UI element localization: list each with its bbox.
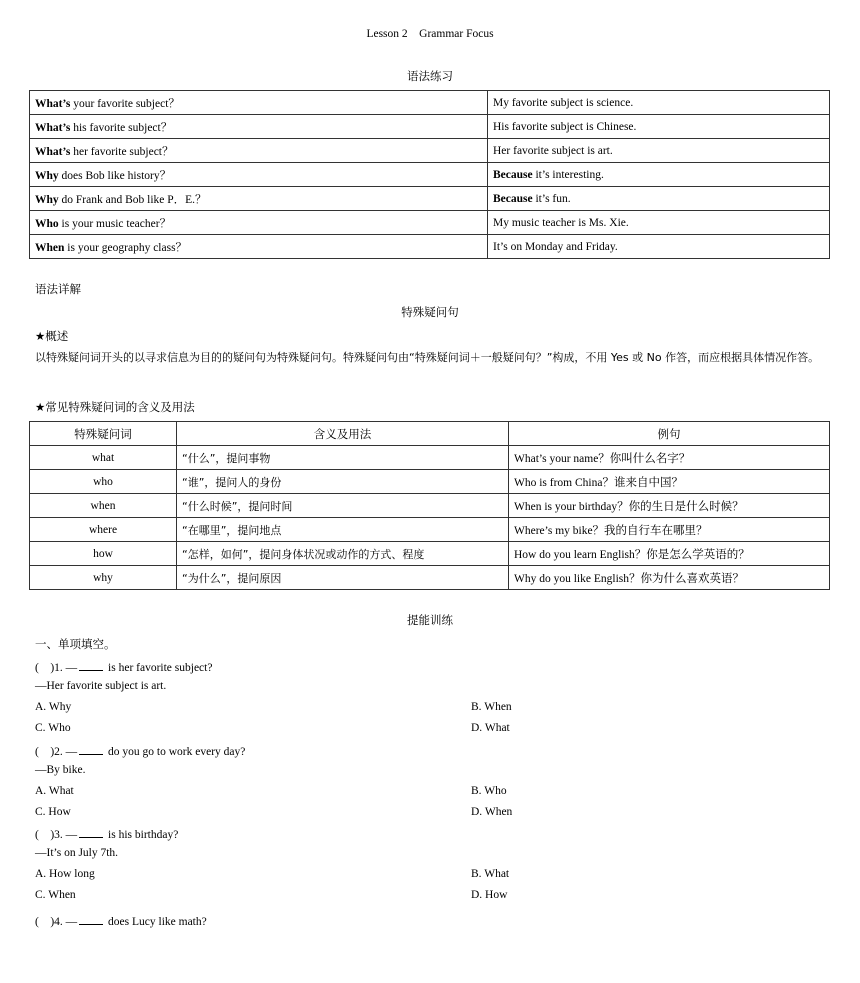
question-text: your favorite subject？ — [70, 97, 180, 110]
question-word-cell: when — [30, 494, 177, 518]
grammar-heading: 语法详解 — [35, 282, 81, 296]
table-row — [30, 446, 830, 470]
question-word-cell: who — [30, 470, 177, 494]
lesson-title: Lesson 2 Grammar Focus — [366, 28, 494, 40]
overview-text: 以特殊疑问词开头的以寻求信息为目的的疑问句为特殊疑问句。特殊疑问句由“特殊疑问词＋一般疑问句？”构成，不用 Yes 或 No 作答，而应根据具体情况作答。 — [35, 351, 820, 364]
option-b: B. What — [471, 868, 510, 880]
answer-cell — [488, 115, 830, 139]
example-cell: Why do you like English？你为什么喜欢英语？ — [509, 566, 830, 590]
answer-cell — [488, 187, 830, 211]
question-text: is her favorite subject? — [105, 662, 213, 674]
meaning-cell: “什么时候”，提问时间 — [177, 494, 509, 518]
question-words-table — [29, 421, 830, 590]
question-word-cell: how — [30, 542, 177, 566]
table-row — [30, 91, 830, 115]
table-row — [30, 235, 830, 259]
example-cell: Who is from China？谁来自中国？ — [509, 470, 830, 494]
question-stem — [35, 659, 212, 675]
table-row — [30, 187, 830, 211]
question-answer: —By bike. — [35, 764, 86, 776]
question-word: Why — [35, 169, 59, 182]
option-d: D. How — [471, 889, 508, 901]
table-row — [30, 470, 830, 494]
option-a: A. How long — [35, 868, 95, 880]
answer-cell — [488, 163, 830, 187]
question-stem — [35, 913, 207, 929]
question-number: ( )2. — — [35, 746, 78, 758]
meaning-cell: “谁”，提问人的身份 — [177, 470, 509, 494]
question-word: When — [35, 241, 65, 254]
answer-blank — [79, 915, 103, 925]
table-row — [30, 518, 830, 542]
table-row — [30, 115, 830, 139]
question-word-cell: where — [30, 518, 177, 542]
option-d: D. What — [471, 722, 510, 734]
option-c: C. How — [35, 806, 71, 818]
option-a: A. What — [35, 785, 74, 797]
answer-cell — [488, 91, 830, 115]
question-cell — [30, 187, 488, 211]
table-label: ★常见特殊疑问词的含义及用法 — [35, 400, 195, 414]
answer-text: His favorite subject is Chinese. — [493, 120, 637, 133]
answer-cell — [488, 139, 830, 163]
table-row — [30, 163, 830, 187]
table-row — [30, 211, 830, 235]
question-text: his favorite subject？ — [70, 121, 173, 134]
question-cell — [30, 91, 488, 115]
example-cell: When is your birthday？你的生日是什么时候？ — [509, 494, 830, 518]
example-cell: What’s your name？你叫什么名字？ — [509, 446, 830, 470]
question-number: ( )3. — — [35, 829, 78, 841]
answer-keyword: Because — [493, 168, 533, 181]
option-b: B. Who — [471, 785, 507, 797]
question-text: is his birthday? — [105, 829, 179, 841]
answer-cell — [488, 235, 830, 259]
question-word: What’s — [35, 145, 71, 158]
answer-text: Her favorite subject is art. — [493, 144, 613, 157]
exercise-section: 一、单项填空。 — [35, 637, 116, 651]
table-row — [30, 494, 830, 518]
column-header: 例句 — [509, 422, 830, 446]
table-header-row — [30, 422, 830, 446]
meaning-cell: “为什么”，提问原因 — [177, 566, 509, 590]
meaning-cell: “什么”，提问事物 — [177, 446, 509, 470]
answer-blank — [79, 745, 103, 755]
question-word: Why — [35, 193, 59, 206]
question-word-cell: why — [30, 566, 177, 590]
question-text: her favorite subject？ — [70, 145, 174, 158]
table-row — [30, 139, 830, 163]
question-word: What’s — [35, 121, 71, 134]
question-text: is your music teacher？ — [58, 217, 172, 230]
answer-cell — [488, 211, 830, 235]
column-header: 特殊疑问词 — [30, 422, 177, 446]
question-text: does Lucy like math? — [105, 916, 207, 928]
table-row — [30, 542, 830, 566]
answer-text: it’s interesting. — [532, 168, 604, 181]
option-c: C. Who — [35, 722, 71, 734]
meaning-cell: “怎样，如何”，提问身体状况或动作的方式、程度 — [177, 542, 509, 566]
meaning-cell: “在哪里”，提问地点 — [177, 518, 509, 542]
question-cell — [30, 211, 488, 235]
question-word: Who — [35, 217, 59, 230]
option-a: A. Why — [35, 701, 72, 713]
answer-text: It’s on Monday and Friday. — [493, 240, 618, 253]
question-text: does Bob like history？ — [58, 169, 172, 182]
example-cell: Where’s my bike？我的自行车在哪里？ — [509, 518, 830, 542]
question-text: do you go to work every day? — [105, 746, 246, 758]
exercise-heading: 提能训练 — [407, 613, 453, 627]
table-row — [30, 566, 830, 590]
question-number: ( )4. — — [35, 916, 78, 928]
question-answer: —Her favorite subject is art. — [35, 680, 167, 692]
answer-text: it’s fun. — [532, 192, 571, 205]
answer-blank — [79, 661, 103, 671]
question-answer: —It’s on July 7th. — [35, 847, 119, 859]
answer-text: My favorite subject is science. — [493, 96, 634, 109]
overview-label: ★概述 — [35, 329, 69, 343]
example-cell: How do you learn English？你是怎么学英语的？ — [509, 542, 830, 566]
question-cell — [30, 115, 488, 139]
answer-keyword: Because — [493, 192, 533, 205]
question-cell — [30, 139, 488, 163]
answer-blank — [79, 828, 103, 838]
practice-heading: 语法练习 — [407, 69, 453, 83]
grammar-subheading: 特殊疑问句 — [401, 305, 459, 319]
option-b: B. When — [471, 701, 512, 713]
question-stem — [35, 826, 178, 842]
question-stem — [35, 743, 245, 759]
option-c: C. When — [35, 889, 76, 901]
question-word-cell: what — [30, 446, 177, 470]
practice-table — [29, 90, 830, 259]
question-word: What’s — [35, 97, 71, 110]
question-number: ( )1. — — [35, 662, 78, 674]
answer-text: My music teacher is Ms. Xie. — [493, 216, 629, 229]
option-d: D. When — [471, 806, 513, 818]
question-cell — [30, 163, 488, 187]
question-cell — [30, 235, 488, 259]
question-text: do Frank and Bob like P．E.？ — [58, 193, 207, 206]
question-text: is your geography class？ — [64, 241, 188, 254]
column-header: 含义及用法 — [177, 422, 509, 446]
